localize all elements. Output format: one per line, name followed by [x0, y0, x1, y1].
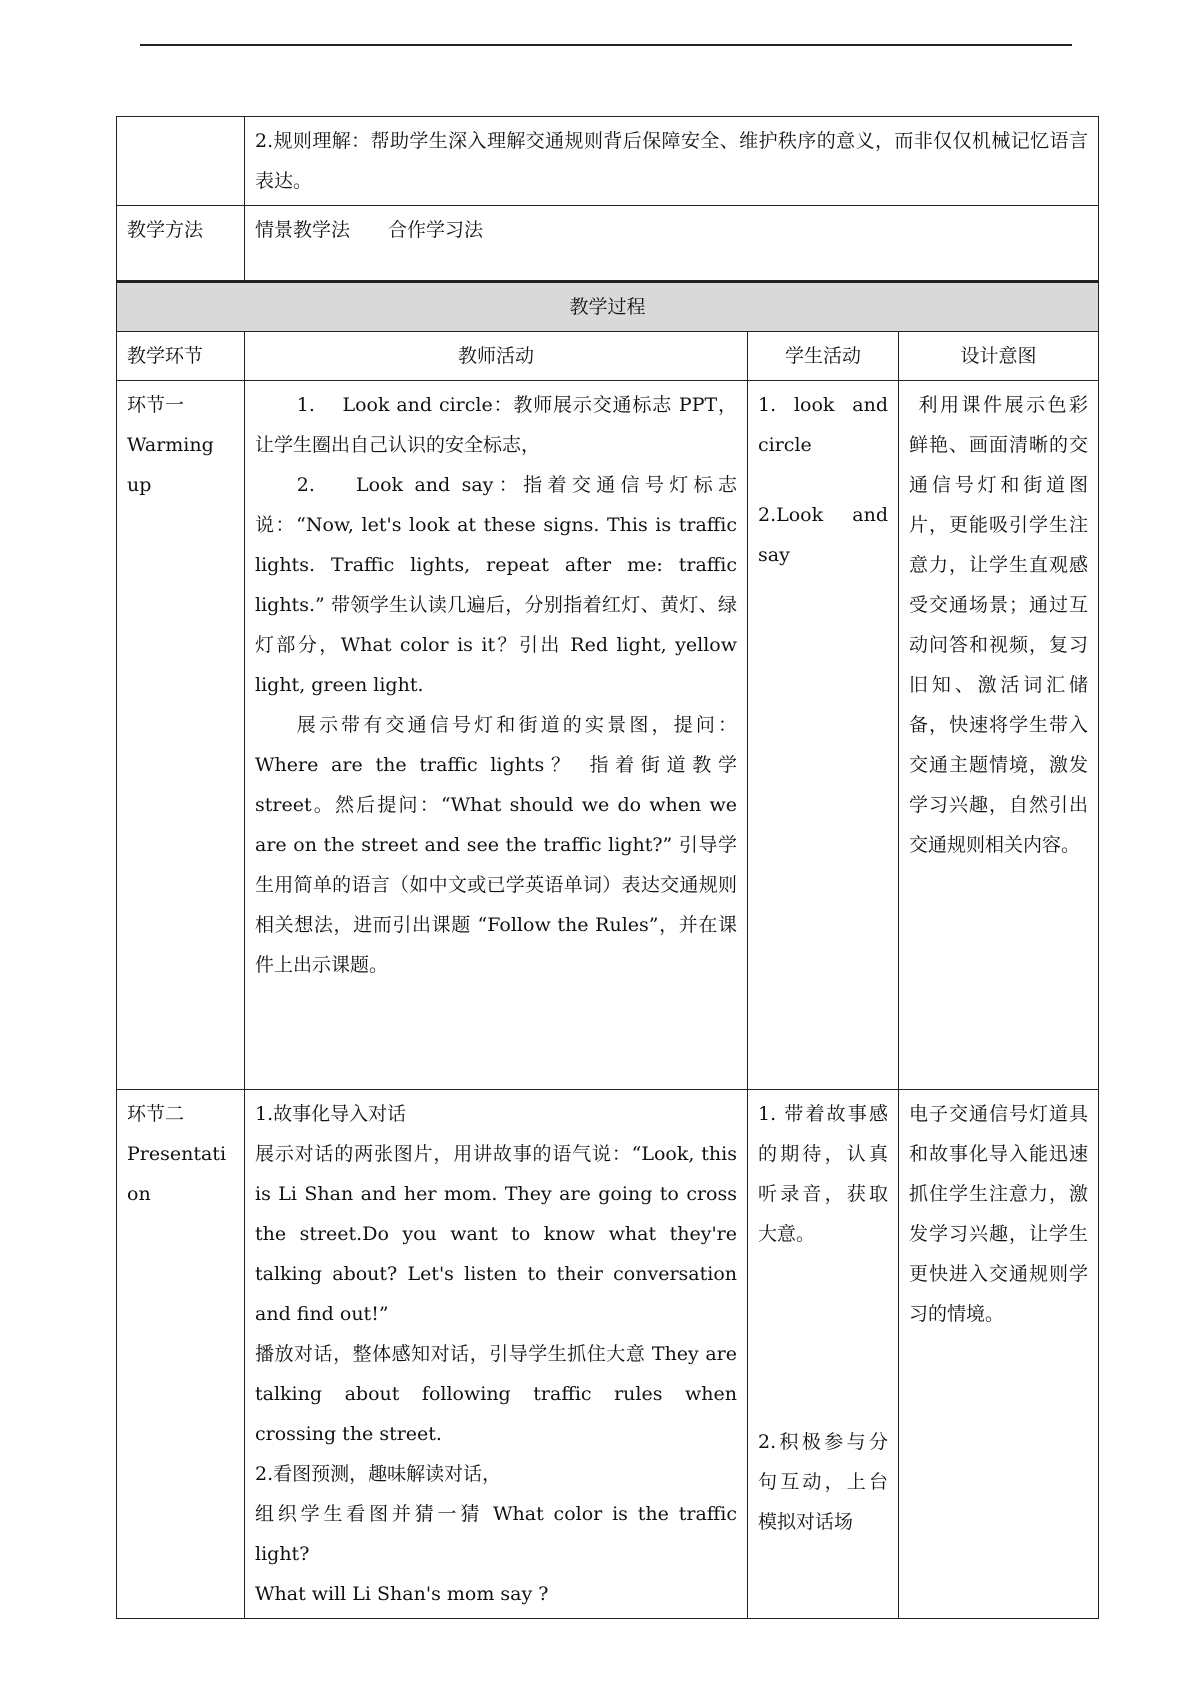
header-rule: [140, 44, 1072, 46]
stage-name-cell: [117, 1090, 245, 1619]
methods-label: 教学方法: [117, 206, 245, 282]
teacher-activity-cell: [245, 381, 748, 1090]
column-header-row: [117, 332, 1099, 381]
teacher-heading: 1.故事化导入对话: [255, 1103, 407, 1125]
student-activity-cell: [748, 1090, 899, 1619]
stage-name: 环节一: [127, 394, 185, 416]
design-intent: 利用课件展示色彩鲜艳、画面清晰的交通信号灯和街道图片，更能吸引学生注意力，让学生直观感受交通场景；通过互动问答和视频，复习旧知、激活词汇储备，快速将学生带入交通主题情境，激发学习兴趣，自然引出交通规则相关内容。: [909, 394, 1088, 856]
process-title: 教学过程: [117, 282, 1099, 332]
process-title-row: [117, 282, 1099, 332]
teacher-paragraph: 2. Look and say：指着交通信号灯标志说：“Now, let's look at these signs. This is traffic lights. Traffic lights, repeat after me: traffic lights.” 带领学生认读几遍后，分别指着红灯、黄灯、绿灯部分，What color is it？引出 Red light, yellow light, green light.: [255, 474, 737, 696]
objectives-label-cell: [117, 117, 245, 206]
stage-name-en: Presentation: [127, 1143, 227, 1205]
objectives-row: [117, 117, 1099, 206]
lesson-plan-table: [116, 116, 1099, 1619]
student-activity: 2.Look and say: [758, 504, 888, 566]
stage-row-presentation: [117, 1090, 1099, 1619]
objectives-text: 2.规则理解：帮助学生深入理解交通规则背后保障安全、维护秩序的意义，而非仅仅机械记忆语言表达。: [245, 117, 1099, 206]
teacher-paragraph: 展示对话的两张图片，用讲故事的语气说：“Look, this is Li Shan and her mom. They are going to cross the street.Do you want to know what they're talking about? Let's listen to their conversation and find out!”: [255, 1143, 737, 1325]
teacher-paragraph: 播放对话，整体感知对话，引导学生抓住大意 They are talking about following traffic rules when crossing the street.: [255, 1343, 737, 1445]
header-student-activity: 学生活动: [748, 332, 899, 381]
stage-name-en: Warming up: [127, 434, 214, 496]
teacher-heading: 2.看图预测，趣味解读对话，: [255, 1463, 502, 1485]
header-stage: 教学环节: [117, 332, 245, 381]
methods-row: [117, 206, 1099, 282]
stage-name: 环节二: [127, 1103, 185, 1125]
student-activity-cell: [748, 381, 899, 1090]
design-intent: 电子交通信号灯道具和故事化导入能迅速抓住学生注意力，激发学习兴趣，让学生更快进入交通规则学习的情境。: [909, 1103, 1088, 1325]
header-design-intent: 设计意图: [899, 332, 1099, 381]
student-activity: 2.积极参与分句互动，上台模拟对话场: [758, 1431, 888, 1533]
teacher-activity-cell: [245, 1090, 748, 1619]
teacher-paragraph: 组织学生看图并猜一猜 What color is the traffic light?: [255, 1503, 737, 1565]
teacher-paragraph: What will Li Shan's mom say ?: [255, 1583, 549, 1605]
teacher-paragraph: 展示带有交通信号灯和街道的实景图，提问：Where are the traffic lights？ 指着街道教学 street。然后提问：“What should we do when we are on the street and see the traffic light?” 引导学生用简单的语言（如中文或已学英语单词）表达交通规则相关想法，进而引出课题 “Follow the Rules”，并在课件上出示课题。: [255, 714, 737, 976]
header-teacher-activity: 教师活动: [245, 332, 748, 381]
methods-value: 情景教学法 合作学习法: [245, 206, 1099, 282]
student-activity: 1. look and circle: [758, 394, 888, 456]
student-activity: 1. 带着故事感的期待，认真听录音，获取大意。: [758, 1103, 888, 1245]
teacher-paragraph: 1. Look and circle：教师展示交通标志 PPT，让学生圈出自己认识的安全标志，: [255, 394, 737, 456]
design-intent-cell: [899, 1090, 1099, 1619]
stage-name-cell: [117, 381, 245, 1090]
stage-row-warmup: [117, 381, 1099, 1090]
design-intent-cell: [899, 381, 1099, 1090]
